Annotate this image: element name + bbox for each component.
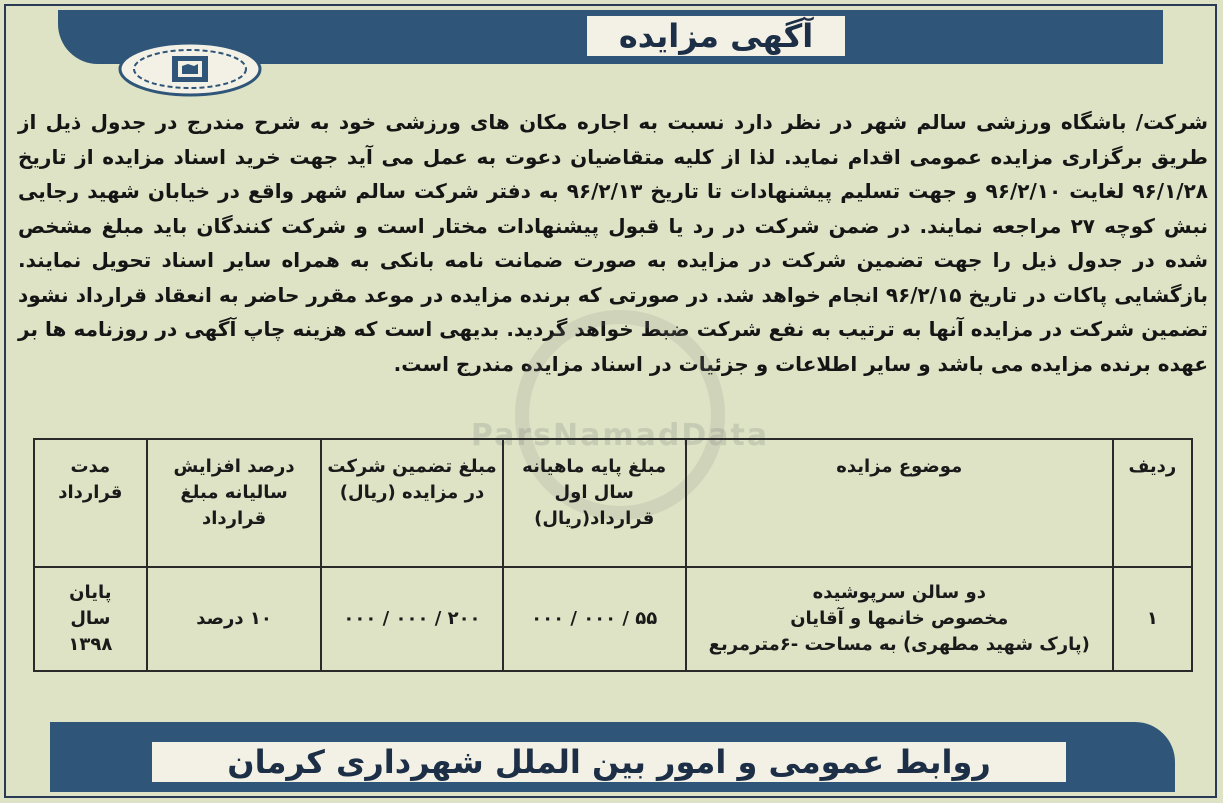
cell-base-price: ۵۵ / ۰۰۰ / ۰۰۰ [503,567,686,671]
table-header-row [34,439,1192,567]
header-annual-increase: درصد افزایش سالیانه مبلغ قرارداد [147,439,322,567]
cell-row-number: ۱ [1113,567,1192,671]
duration-line: سال [70,608,111,629]
subject-line: دو سالن سرپوشیده [812,582,986,603]
header-subject: موضوع مزایده [686,439,1113,567]
header-contract-duration: مدت قرارداد [34,439,147,567]
subject-line: مخصوص خانمها و آقایان [790,608,1009,629]
auction-table [33,438,1193,672]
cell-contract-duration [34,567,147,671]
cell-guarantee: ۲۰۰ / ۰۰۰ / ۰۰۰ [321,567,502,671]
watermark-text: ParsNamadData [470,418,770,453]
table-row [34,567,1192,671]
cell-annual-increase: ۱۰ درصد [147,567,322,671]
duration-line: پایان [69,582,112,603]
ad-title: آگهی مزایده [585,14,847,58]
header-row-number: ردیف [1113,439,1192,567]
footer-publisher: روابط عمومی و امور بین الملل شهرداری کرمان [150,740,1068,784]
ad-body-paragraph: شرکت/ باشگاه ورزشی سالم شهر در نظر دارد نسبت به اجاره مکان های ورزشی خود به شرح مندرج در جدول ذیل از طریق برگزاری مزایده عمومی اقدام نماید. لذا از کلیه متقاضیان دعوت به عمل می آید جهت خرید اسناد مزایده از تاریخ ۹۶/۱/۲۸ لغایت ۹۶/۲/۱۰ و جهت تسلیم پیشنهادات تا تاریخ ۹۶/۲/۱۳ به دفتر شرکت سالم شهر واقع در خیابان شهید رجایی نبش کوچه ۲۷ مراجعه نمایند. در ضمن شرکت در رد یا قبول پیشنهادات مختار است و شرکت کنندگان باید مبلغ مشخص شده در جدول ذیل را جهت تضمین شرکت در مزایده به صورت ضمانت نامه بانکی به همراه سایر اسناد تحویل نمایند. بازگشایی پاکات در تاریخ ۹۶/۲/۱۵ انجام خواهد شد. در صورتی که برنده مزایده در موعد مقرر حاضر به انعقاد قرارداد نشود تضمین شرکت در مزایده آنها به ترتیب به نفع شرکت ضبط خواهد گردید. بدیهی است که هزینه چاپ آگهی در روزنامه ها بر عهده برنده مزایده می باشد و سایر اطلاعات و جزئیات در اسناد مزایده مندرج است. [18,110,1208,376]
municipality-emblem-icon [118,38,263,100]
header-guarantee: مبلغ تضمین شرکت در مزایده (ریال) [321,439,502,567]
cell-subject [686,567,1113,671]
header-base-price: مبلغ پایه ماهیانه سال اول قرارداد(ریال) [503,439,686,567]
duration-line: ۱۳۹۸ [68,634,113,655]
subject-line: (پارک شهید مطهری) به مساحت -۶مترمربع [708,634,1090,655]
